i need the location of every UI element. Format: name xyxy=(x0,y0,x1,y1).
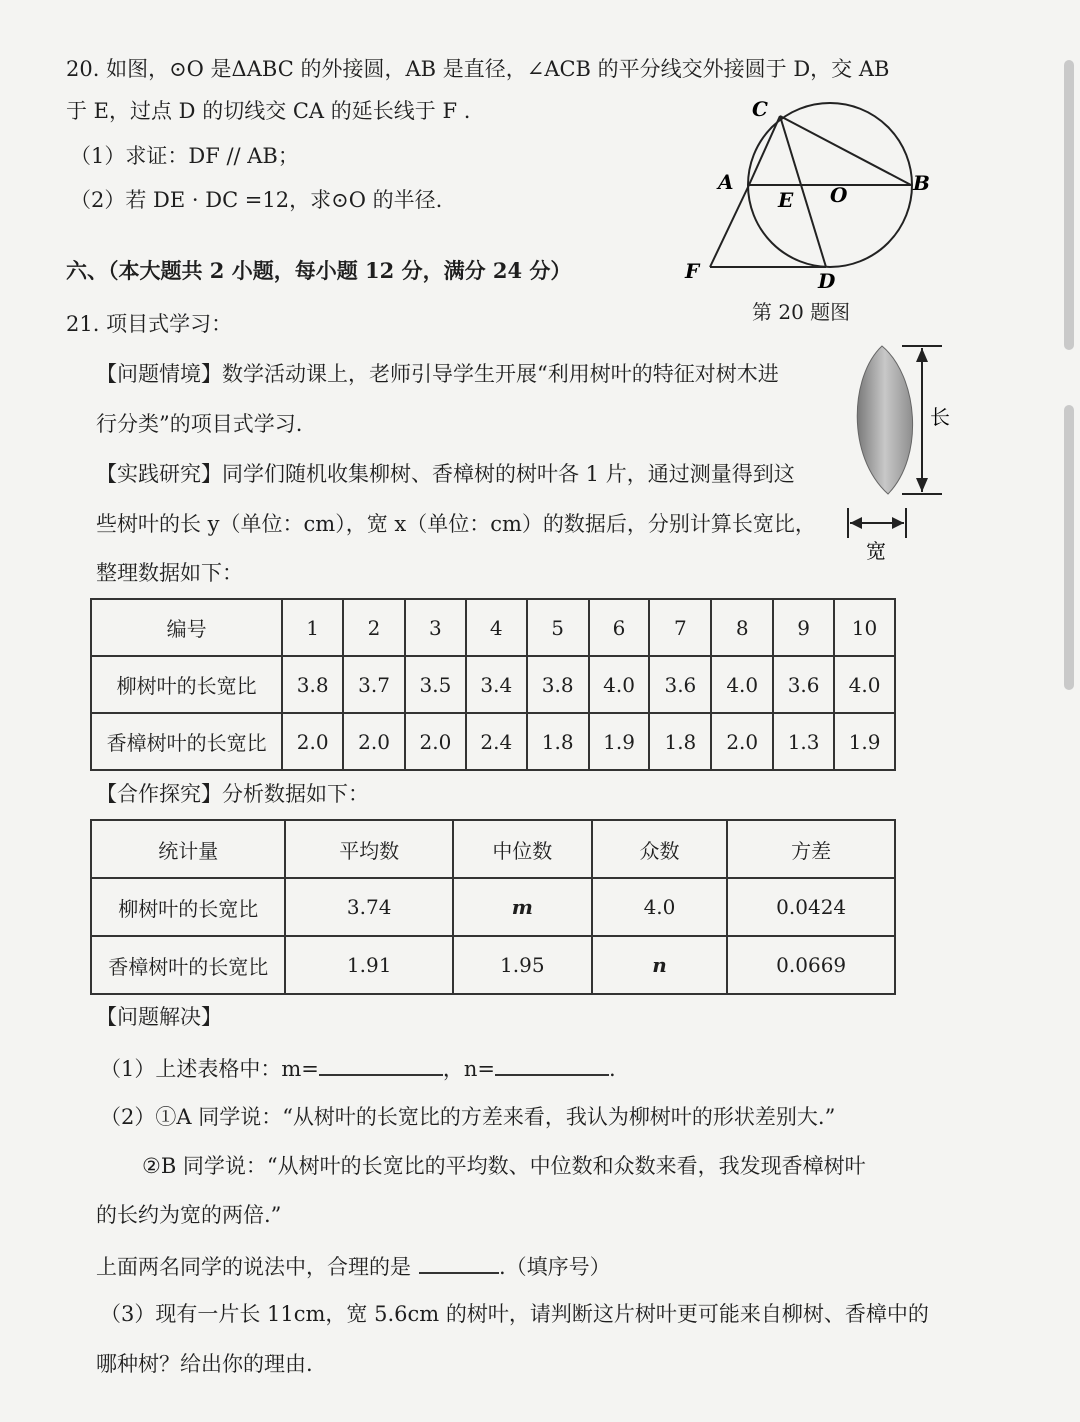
table-cell: 2.0 xyxy=(343,713,405,770)
header-cell: 2 xyxy=(343,599,405,656)
q21-practice-line2: 些树叶的长 y（单位：cm），宽 x（单位：cm）的数据后，分别计算长宽比， xyxy=(96,512,816,536)
header-cell: 众数 xyxy=(592,820,728,878)
label-d: D xyxy=(818,269,836,292)
blank-m xyxy=(319,1052,443,1076)
q21-coop: 【合作探究】分析数据如下： xyxy=(96,782,369,806)
table-cell: 3.8 xyxy=(282,656,343,713)
table-cell: m xyxy=(453,878,592,936)
row-label: 香樟树叶的长宽比 xyxy=(91,713,282,770)
header-cell: 9 xyxy=(773,599,834,656)
table-cell: 4.0 xyxy=(834,656,895,713)
label-c: C xyxy=(752,97,768,121)
label-e: E xyxy=(778,188,794,212)
q21-context-line1: 【问题情境】数学活动课上，老师引导学生开展“利用树叶的特征对树木进 xyxy=(96,362,779,386)
q20-figure-caption: 第 20 题图 xyxy=(752,300,851,324)
header-cell: 编号 xyxy=(91,599,282,656)
q20-line2: 于 E，过点 D 的切线交 CA 的延长线于 F . xyxy=(66,99,471,123)
width-label: 宽 xyxy=(866,539,886,563)
ratio-table xyxy=(90,598,896,771)
header-cell: 3 xyxy=(405,599,466,656)
s1-prefix: （1）上述表格中：m= xyxy=(100,1057,319,1081)
table-cell: n xyxy=(592,936,728,994)
q21-s1 xyxy=(100,1052,616,1084)
width-arrow-head-right xyxy=(892,517,904,529)
label-b: B xyxy=(913,171,930,195)
header-cell: 10 xyxy=(834,599,895,656)
scrollbar[interactable] xyxy=(1064,60,1074,1380)
ratio-table-header xyxy=(91,599,895,656)
q20-part1: （1）求证：DF // AB； xyxy=(70,144,299,168)
table-cell: 3.8 xyxy=(527,656,589,713)
table-row xyxy=(91,936,895,994)
width-arrow-head-left xyxy=(850,517,862,529)
leaf-shape xyxy=(857,346,912,494)
table-cell: 3.5 xyxy=(405,656,466,713)
header-cell: 统计量 xyxy=(91,820,285,878)
leaf-illustration xyxy=(840,336,960,566)
header-cell: 4 xyxy=(466,599,527,656)
s1-end: . xyxy=(609,1057,616,1081)
length-arrow-head-bottom xyxy=(916,478,928,492)
table-cell: 2.4 xyxy=(466,713,527,770)
header-cell: 7 xyxy=(649,599,711,656)
label-f: F xyxy=(685,259,700,283)
row-label: 柳树叶的长宽比 xyxy=(91,878,285,936)
length-label: 长 xyxy=(930,405,950,429)
table-cell: 4.0 xyxy=(711,656,773,713)
table-cell: 1.8 xyxy=(527,713,589,770)
table-cell: 0.0424 xyxy=(727,878,895,936)
s2-l4-suffix: .（填序号） xyxy=(499,1255,611,1279)
q21-practice-line3: 整理数据如下： xyxy=(96,561,243,585)
table-cell: 1.8 xyxy=(649,713,711,770)
extension-af xyxy=(710,185,749,267)
length-arrow-head-top xyxy=(916,348,928,362)
blank-answer xyxy=(419,1250,499,1274)
section6-title: 六、（本大题共 2 小题，每小题 12 分，满分 24 分） xyxy=(66,258,572,283)
header-cell: 8 xyxy=(711,599,773,656)
q21-context-line2: 行分类”的项目式学习. xyxy=(96,412,303,436)
header-cell: 平均数 xyxy=(285,820,453,878)
table-cell: 2.0 xyxy=(711,713,773,770)
header-cell: 5 xyxy=(527,599,589,656)
table-cell: 4.0 xyxy=(592,878,728,936)
table-cell: 4.0 xyxy=(589,656,650,713)
table-cell: 3.6 xyxy=(649,656,711,713)
table-cell: 3.7 xyxy=(343,656,405,713)
table-cell: 1.9 xyxy=(834,713,895,770)
table-cell: 3.74 xyxy=(285,878,453,936)
table-cell: 1.3 xyxy=(773,713,834,770)
row-label: 柳树叶的长宽比 xyxy=(91,656,282,713)
q20-line1: 20. 如图，⊙O 是ΔABC 的外接圆，AB 是直径，∠ACB 的平分线交外接圆于 D，交 AB xyxy=(66,57,890,81)
header-cell: 1 xyxy=(282,599,343,656)
blank-n xyxy=(495,1052,609,1076)
header-cell: 中位数 xyxy=(453,820,592,878)
table-cell: 3.4 xyxy=(466,656,527,713)
header-cell: 6 xyxy=(589,599,650,656)
segment-cb xyxy=(780,116,911,185)
q21-s2-line3: 的长约为宽的两倍.” xyxy=(96,1203,282,1227)
table-cell: 2.0 xyxy=(405,713,466,770)
table-row xyxy=(91,656,895,713)
scrollbar-thumb-lower[interactable] xyxy=(1064,405,1074,690)
table-cell: 3.6 xyxy=(773,656,834,713)
label-o: O xyxy=(830,183,848,207)
q21-s2-line1: （2）①A 同学说：“从树叶的长宽比的方差来看，我认为柳树叶的形状差别大.” xyxy=(100,1105,836,1129)
q21-practice-line1: 【实践研究】同学们随机收集柳树、香樟树的树叶各 1 片，通过测量得到这 xyxy=(96,462,795,486)
q21-s3-line2: 哪种树？给出你的理由. xyxy=(96,1352,313,1376)
segment-ac xyxy=(749,116,780,185)
table-row xyxy=(91,713,895,770)
table-cell: 1.9 xyxy=(589,713,650,770)
table-cell: 1.91 xyxy=(285,936,453,994)
label-a: A xyxy=(718,170,734,194)
q21-s2-line2: ②B 同学说：“从树叶的长宽比的平均数、中位数和众数来看，我发现香樟树叶 xyxy=(142,1154,866,1178)
table-row xyxy=(91,878,895,936)
q21-heading: 21. 项目式学习： xyxy=(66,312,233,336)
q20-figure xyxy=(680,92,950,292)
table-cell: 0.0669 xyxy=(727,936,895,994)
row-label: 香樟树叶的长宽比 xyxy=(91,936,285,994)
q21-solve: 【问题解决】 xyxy=(96,1005,222,1029)
stats-table xyxy=(90,819,896,995)
q21-s2-line4 xyxy=(96,1250,611,1282)
q21-s3-line1: （3）现有一片长 11cm，宽 5.6cm 的树叶，请判断这片树叶更可能来自柳树、香樟中的 xyxy=(100,1302,929,1326)
s2-l4-prefix: 上面两名同学的说法中，合理的是 xyxy=(96,1255,411,1279)
header-cell: 方差 xyxy=(727,820,895,878)
table-cell: 2.0 xyxy=(282,713,343,770)
scrollbar-thumb-upper[interactable] xyxy=(1064,60,1074,350)
q20-part2: （2）若 DE · DC =12，求⊙O 的半径. xyxy=(70,188,443,212)
table-cell: 1.95 xyxy=(453,936,592,994)
s1-mid: ，n= xyxy=(442,1057,495,1081)
stats-table-header xyxy=(91,820,895,878)
